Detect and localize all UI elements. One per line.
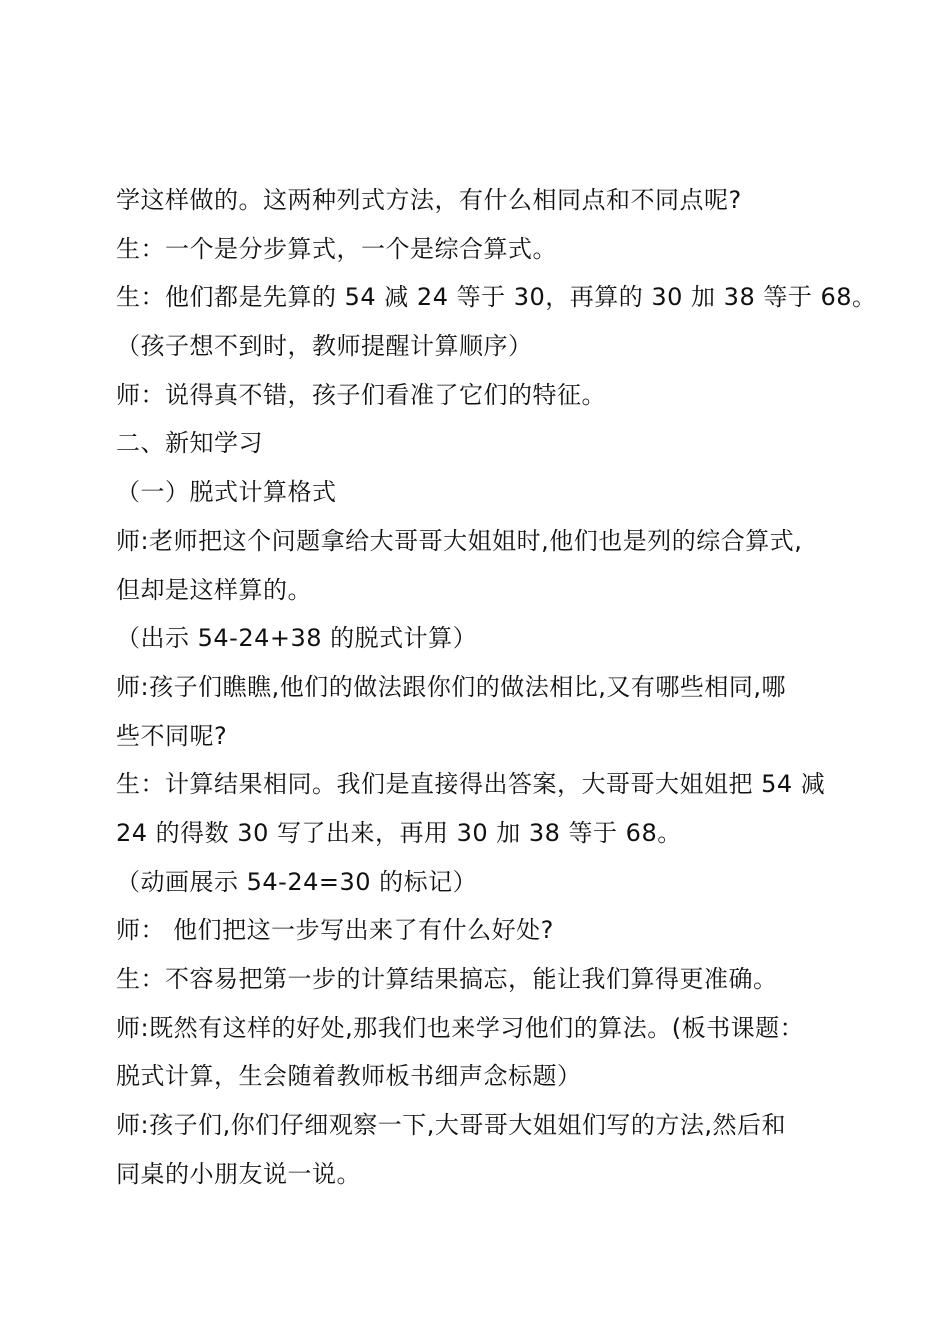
text-line: （出示 54-24+38 的脱式计算） — [116, 624, 478, 653]
text-line: 学这样做的。这两种列式方法，有什么相同点和不同点呢? — [116, 186, 742, 214]
subsection-heading: （一）脱式计算格式 — [116, 478, 337, 507]
text-line: 师： 他们把这一步写出来了有什么好处? — [116, 916, 554, 945]
text-line: 师：说得真不错，孩子们看准了它们的特征。 — [116, 380, 606, 409]
text-line: 些不同呢? — [116, 721, 228, 750]
text-line: 师:既然有这样的好处,那我们也来学习他们的算法。(板书课题： — [116, 1013, 805, 1042]
text-line: 师:孩子们瞧瞧,他们的做法跟你们的做法相比,又有哪些相同,哪 — [116, 672, 786, 701]
text-line: 师:老师把这个问题拿给大哥哥大姐姐时,他们也是列的综合算式, — [116, 526, 803, 555]
document-body — [116, 176, 877, 1198]
text-line: 生：他们都是先算的 54 减 24 等于 30，再算的 30 加 38 等于 68。 — [116, 283, 877, 312]
section-heading: 二、新知学习 — [116, 429, 263, 458]
text-line: 但却是这样算的。 — [116, 575, 312, 604]
text-line: 生：计算结果相同。我们是直接得出答案，大哥哥大姐姐把 54 减 — [116, 770, 826, 799]
text-line: 24 的得数 30 写了出来，再用 30 加 38 等于 68。 — [116, 818, 682, 847]
text-line: （动画展示 54-24=30 的标记） — [116, 867, 478, 896]
text-line: 脱式计算，生会随着教师板书细声念标题） — [116, 1062, 582, 1091]
text-line: 生：一个是分步算式，一个是综合算式。 — [116, 234, 557, 263]
text-line: 同桌的小朋友说一说。 — [116, 1159, 361, 1188]
text-line: 生：不容易把第一步的计算结果搞忘，能让我们算得更准确。 — [116, 965, 778, 993]
text-line: 师:孩子们,你们仔细观察一下,大哥哥大姐姐们写的方法,然后和 — [116, 1111, 786, 1140]
text-line: （孩子想不到时，教师提醒计算顺序） — [116, 332, 533, 361]
